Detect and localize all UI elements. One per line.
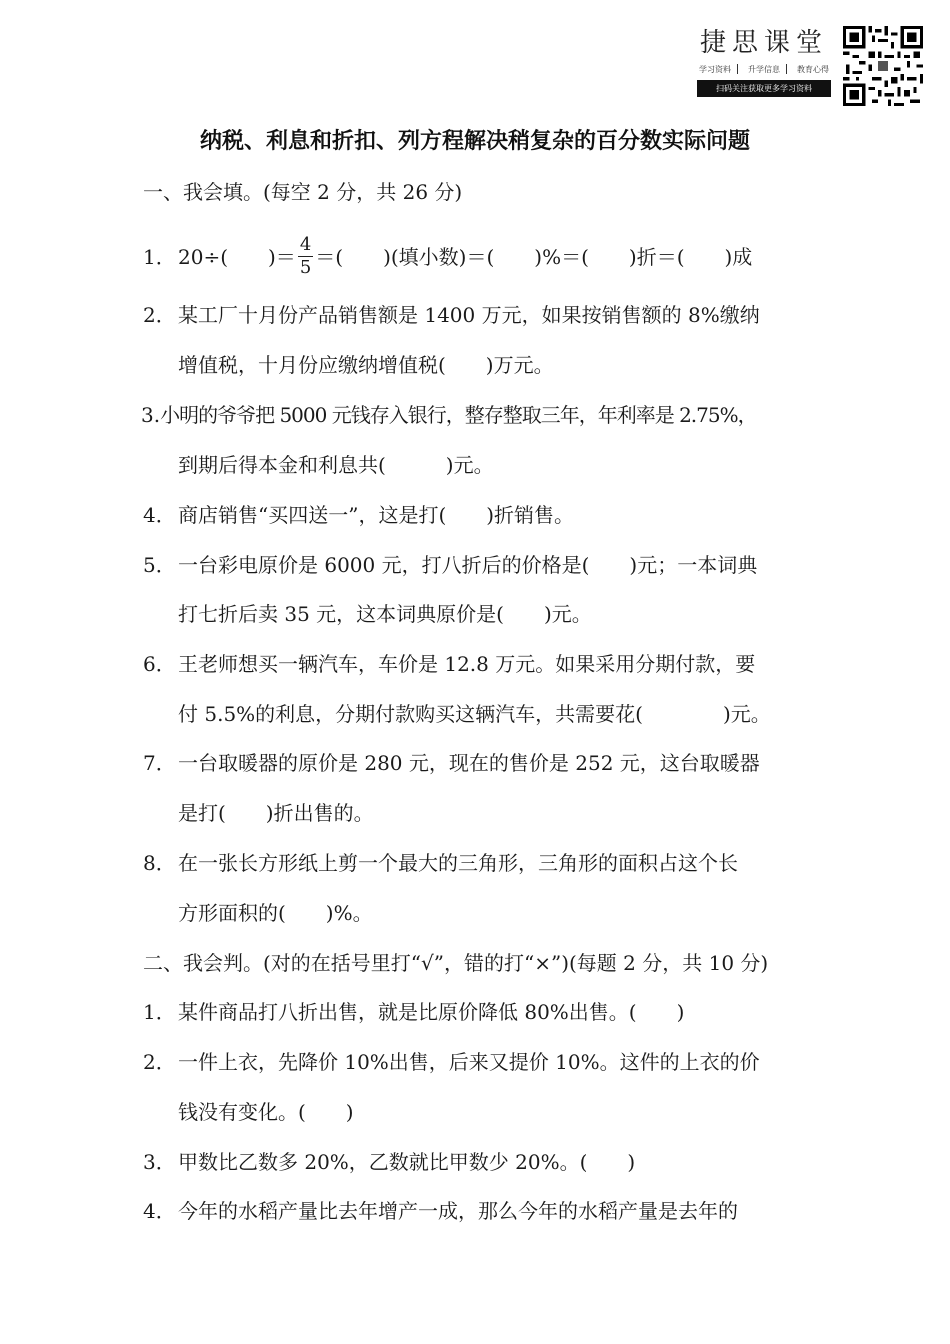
question-continuation: 打七折后卖 35 元，这本词典原价是( )元。 bbox=[178, 602, 592, 626]
fraction bbox=[298, 234, 313, 279]
brand-tags bbox=[697, 64, 831, 75]
question-item bbox=[143, 1048, 760, 1076]
worksheet-title: 纳税、利息和折扣、列方程解决稍复杂的百分数实际问题 bbox=[199, 129, 750, 154]
question-text: ＝( )(填小数)＝( )%＝( )折＝( )成 bbox=[315, 245, 753, 269]
question-item bbox=[143, 998, 684, 1026]
question-item bbox=[143, 849, 738, 877]
brand-block bbox=[697, 22, 831, 97]
tag-divider bbox=[786, 64, 791, 74]
question-number: 7． bbox=[143, 751, 176, 775]
question-number: 3. bbox=[141, 403, 161, 427]
question-item bbox=[143, 301, 760, 329]
question-number: 1． bbox=[143, 245, 176, 269]
question-text: 20÷( )＝ bbox=[178, 245, 296, 269]
question-text: 一件上衣，先降价 10%出售，后来又提价 10%。这件的上衣的价 bbox=[178, 1050, 760, 1074]
question-item bbox=[143, 551, 757, 579]
question-number: 5． bbox=[143, 553, 176, 577]
question-item bbox=[143, 650, 755, 678]
brand-tag: 学习资料 bbox=[699, 65, 731, 74]
question-text: 一台取暖器的原价是 280 元，现在的售价是 252 元，这台取暖器 bbox=[178, 751, 760, 775]
fraction-numerator: 4 bbox=[299, 234, 312, 255]
question-item bbox=[143, 236, 752, 281]
question-number: 2． bbox=[143, 1050, 176, 1074]
tag-divider bbox=[737, 64, 742, 74]
section-heading: 二、我会判。(对的在括号里打“√”，错的打“×”)(每题 2 分，共 10 分) bbox=[143, 951, 769, 975]
question-number: 8． bbox=[143, 851, 176, 875]
question-item bbox=[143, 1148, 635, 1176]
question-continuation: 到期后得本金和利息共( )元。 bbox=[178, 453, 494, 477]
question-number: 1． bbox=[143, 1000, 176, 1024]
question-text: 王老师想买一辆汽车，车价是 12.8 万元。如果采用分期付款，要 bbox=[178, 652, 756, 676]
question-text: 某件商品打八折出售，就是比原价降低 80%出售。( ) bbox=[178, 1000, 685, 1024]
question-text: 今年的水稻产量比去年增产一成，那么今年的水稻产量是去年的 bbox=[178, 1199, 738, 1223]
question-continuation: 方形面积的( )%。 bbox=[178, 901, 373, 925]
question-continuation: 增值税，十月份应缴纳增值税( )万元。 bbox=[178, 353, 554, 377]
question-number: 4． bbox=[143, 503, 176, 527]
question-item bbox=[143, 1197, 738, 1225]
question-number: 4． bbox=[143, 1199, 176, 1223]
question-text: 甲数比乙数多 20%，乙数就比甲数少 20%。( ) bbox=[178, 1150, 636, 1174]
section-heading: 一、我会填。(每空 2 分，共 26 分) bbox=[143, 180, 463, 204]
question-number: 3． bbox=[143, 1150, 176, 1174]
question-number: 2． bbox=[143, 303, 176, 327]
question-text: 一台彩电原价是 6000 元，打八折后的价格是( )元；一本词典 bbox=[178, 553, 758, 577]
qr-code-icon[interactable] bbox=[843, 26, 923, 106]
question-continuation: 付 5.5%的利息，分期付款购买这辆汽车，共需要花( )元。 bbox=[178, 702, 771, 726]
question-number: 6． bbox=[143, 652, 176, 676]
question-text: 小明的爷爷把 5000 元钱存入银行，整存整取三年，年利率是 2.75%， bbox=[160, 403, 757, 427]
question-continuation: 是打( )折出售的。 bbox=[178, 801, 374, 825]
question-item bbox=[143, 749, 760, 777]
brand-bar: 扫码关注获取更多学习资料 bbox=[697, 80, 831, 97]
question-item bbox=[141, 401, 757, 429]
brand-tag: 升学信息 bbox=[748, 65, 780, 74]
fraction-denominator: 5 bbox=[299, 257, 312, 278]
question-text: 商店销售“买四送一”，这是打( )折销售。 bbox=[178, 503, 575, 527]
question-continuation: 钱没有变化。( ) bbox=[178, 1100, 354, 1124]
question-item bbox=[143, 501, 574, 529]
question-text: 在一张长方形纸上剪一个最大的三角形，三角形的面积占这个长 bbox=[178, 851, 738, 875]
question-text: 某工厂十月份产品销售额是 1400 万元，如果按销售额的 8%缴纳 bbox=[178, 303, 760, 327]
brand-name: 捷思课堂 bbox=[699, 28, 828, 58]
brand-tag: 教育心得 bbox=[797, 65, 829, 74]
